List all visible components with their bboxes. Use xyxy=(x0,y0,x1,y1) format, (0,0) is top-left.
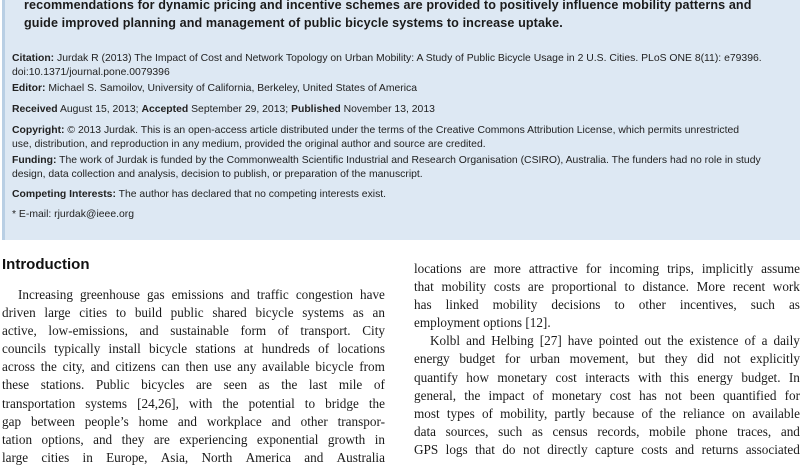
text-line: Increasing greenhouse gas emissions and traffic congestion have xyxy=(18,287,385,302)
text-line: employment options [12]. xyxy=(414,315,551,331)
citation-text: Jurdak R (2013) The Impact of Cost and Network Topology on Urban Mobility: A Study of Public Bicycle Usage in 2 U.S. Cities. PLoS ONE 8(11): e79396. xyxy=(57,53,762,64)
dates-block xyxy=(12,103,435,117)
section-title: Introduction xyxy=(2,256,90,273)
text-line: tation options, and they are experiencing exponential growth in xyxy=(2,431,385,447)
text-line: driven large cities to build public shared bicycle systems as an xyxy=(2,305,385,321)
funding-label: Funding: xyxy=(12,155,57,166)
right-column xyxy=(414,260,800,459)
text-line: most types of mobility, partly because of the reliance on available xyxy=(414,405,800,421)
text-line: GPS logs that do not directly capture costs and returns associated xyxy=(414,441,800,457)
text-line: across the city, and citizens can then use any available bicycle from xyxy=(2,359,385,375)
email-block xyxy=(12,208,134,222)
received-label: Received xyxy=(12,104,58,115)
left-column xyxy=(2,286,385,467)
text-line: data sources, such as census records, mobile phone traces, and xyxy=(414,423,800,439)
funding-text: The work of Jurdak is funded by the Commonwealth Scientific Industrial and Research Organisation (CSIRO), Australia. The funders had no role in study xyxy=(59,155,761,166)
editor-text: Michael S. Samoilov, University of California, Berkeley, United States of America xyxy=(48,83,418,94)
abstract-line: guide improved planning and management of public bicycle systems to increase uptake. xyxy=(24,16,563,30)
copyright-text: © 2013 Jurdak. This is an open-access article distributed under the terms of the Creative Commons Attribution License, which permits unrestricted xyxy=(67,125,740,136)
text-line: active, low-emissions, and sustainable form of transport. City xyxy=(2,323,385,339)
abstract-tail xyxy=(24,0,800,32)
funding-text-2: design, data collection and analysis, decision to publish, or preparation of the manuscript. xyxy=(12,169,423,180)
copyright-block xyxy=(12,124,739,152)
abstract-line: recommendations for dynamic pricing and incentive schemes are provided to positively influence mobility patterns and xyxy=(24,0,752,12)
text-line: large cities in Europe, Asia, North America and Australia xyxy=(2,449,385,465)
competing-text: The author has declared that no competing interests exist. xyxy=(118,189,387,200)
funding-block xyxy=(12,154,761,182)
copyright-text-2: use, distribution, and reproduction in any medium, provided the original author and source are credited. xyxy=(12,139,486,150)
text-line: has linked mobility decisions to other incentives, such as xyxy=(414,297,800,313)
accepted-label: Accepted xyxy=(141,104,189,115)
text-line: gap between people’s home and workplace and other transpor- xyxy=(2,413,385,429)
citation-doi[interactable]: doi:10.1371/journal.pone.0079396 xyxy=(12,67,170,78)
text-line: councils typically install bicycle stations at hundreds of locations xyxy=(2,341,385,357)
text-line: locations are more attractive for incoming trips, implicitly assume xyxy=(414,261,800,276)
published-label: Published xyxy=(291,104,341,115)
competing-block xyxy=(12,188,386,202)
article-info-box xyxy=(2,0,800,240)
editor-block xyxy=(12,82,417,96)
text-line: quantify how monetary cost interacts with this energy budget. In xyxy=(414,369,800,385)
published-date: November 13, 2013 xyxy=(343,104,435,115)
text-line: that mobility costs are proportional to distance. More recent work xyxy=(414,279,800,295)
received-date: August 15, 2013; xyxy=(59,104,139,115)
text-line: transportation systems [24,26], with the potential to bridge the xyxy=(2,395,385,411)
author-email[interactable]: * E-mail: rjurdak@ieee.org xyxy=(12,209,135,220)
text-line: these stations. Public bicycles are seen as the last mile of xyxy=(2,377,385,393)
text-line: general, the impact of monetary cost has not been quantified for xyxy=(414,387,800,403)
copyright-label: Copyright: xyxy=(12,125,65,136)
text-line: Kolbl and Helbing [27] have pointed out the existence of a daily xyxy=(430,333,800,349)
text-line: energy budget for urban movement, but they did not explicitly xyxy=(414,351,800,367)
accepted-date: September 29, 2013; xyxy=(191,104,289,115)
competing-label: Competing Interests: xyxy=(12,189,116,200)
editor-label: Editor: xyxy=(12,83,46,94)
citation-block xyxy=(12,52,762,80)
citation-label: Citation: xyxy=(12,53,55,64)
